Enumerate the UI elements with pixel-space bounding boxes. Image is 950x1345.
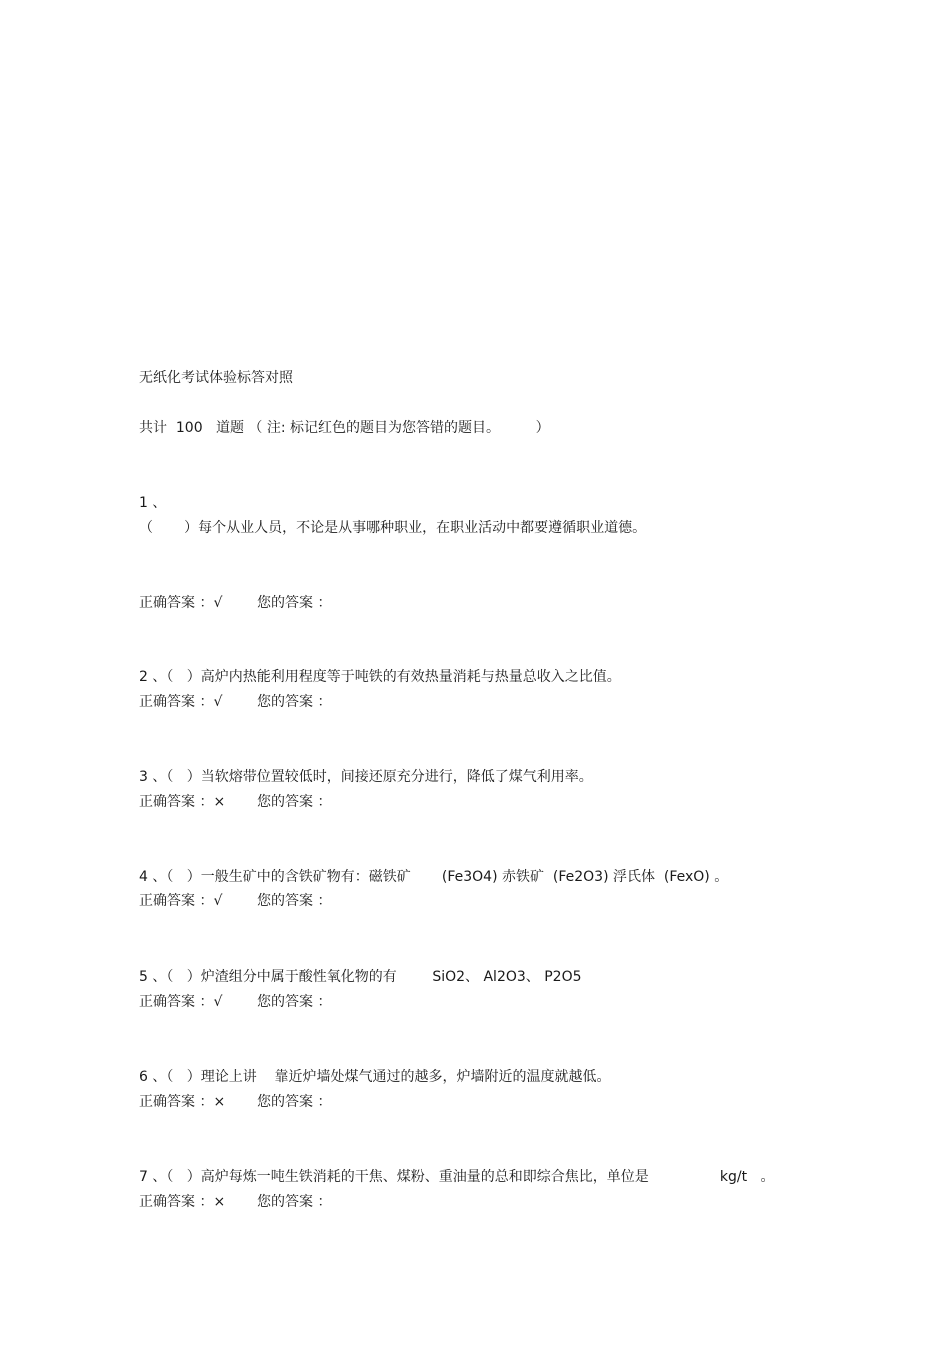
correct-answer-label: 正确答案 [139, 1094, 195, 1110]
question-number: 5 、（ ） [139, 969, 201, 985]
page-title: 无纸化考试体验标答对照 [139, 370, 293, 386]
question-line [139, 668, 621, 686]
question-number: 2 、（ ） [139, 669, 201, 685]
your-answer-label: 您的答案 [257, 994, 313, 1010]
question-number: 1 、 [139, 495, 167, 511]
correct-answer-value: √ [213, 994, 223, 1010]
question-number: 7 、（ ） [139, 1169, 201, 1185]
question-number: 3 、（ ） [139, 769, 201, 785]
answer-line: 正确答案 ：√ 您的答案 ： [139, 994, 332, 1010]
correct-answer-value: × [213, 794, 226, 810]
correct-answer-label: 正确答案 [139, 994, 195, 1010]
answer-line: 正确答案 ：× 您的答案 ： [139, 1094, 332, 1110]
correct-answer-value: × [213, 1094, 226, 1110]
question-text: 炉渣组分中属于酸性氧化物的有 SiO2、 Al2O3、 P2O5 [200, 969, 582, 985]
question-text: 理论上讲 靠近炉墙处煤气通过的越多，炉墙附近的温度就越低。 [200, 1069, 611, 1085]
answer-line: 正确答案 ：√ 您的答案 ： [139, 893, 332, 909]
question-text: 当软熔带位置较低时，间接还原充分进行，降低了煤气利用率。 [200, 769, 593, 785]
answer-line: 正确答案 ：√ 您的答案 ： [139, 694, 332, 710]
question-line [139, 768, 593, 786]
answer-line: 正确答案 ：× 您的答案 ： [139, 1194, 332, 1210]
correct-answer-label: 正确答案 [139, 1194, 195, 1210]
question-text: 高炉内热能利用程度等于吨铁的有效热量消耗与热量总收入之比值。 [200, 669, 621, 685]
correct-answer-value: × [213, 1194, 226, 1210]
question-line [139, 1068, 611, 1086]
your-answer-label: 您的答案 [257, 1194, 313, 1210]
your-answer-label: 您的答案 [257, 1094, 313, 1110]
question-line [139, 868, 728, 886]
question-line [139, 968, 582, 986]
your-answer-label: 您的答案 [257, 595, 313, 611]
question-number: 4 、（ ） [139, 869, 201, 885]
correct-answer-value: √ [213, 694, 223, 710]
your-answer-label: 您的答案 [257, 694, 313, 710]
question-text: 高炉每炼一吨生铁消耗的干焦、煤粉、重油量的总和即综合焦比，单位是 kg/t 。 [200, 1169, 775, 1185]
correct-answer-label: 正确答案 [139, 694, 195, 710]
your-answer-label: 您的答案 [257, 794, 313, 810]
your-answer-label: 您的答案 [257, 893, 313, 909]
correct-answer-label: 正确答案 [139, 595, 195, 611]
question-text: （ ）每个从业人员，不论是从事哪种职业，在职业活动中都要遵循职业道德。 [139, 520, 647, 536]
correct-answer-label: 正确答案 [139, 794, 195, 810]
question-number: 6 、（ ） [139, 1069, 201, 1085]
correct-answer-value: √ [213, 893, 223, 909]
question-text: 一般生矿中的含铁矿物有：磁铁矿 (Fe3O4) 赤铁矿 (Fe2O3) 浮氏体 (FexO) 。 [200, 869, 729, 885]
correct-answer-label: 正确答案 [139, 893, 195, 909]
answer-line: 正确答案 ：√ 您的答案 ： [139, 595, 332, 611]
question-line [139, 1168, 774, 1186]
exam-summary: 共计 100 道题 （ 注: 标记红色的题目为您答错的题目。 ） [139, 420, 550, 436]
correct-answer-value: √ [213, 595, 223, 611]
answer-line: 正确答案 ：× 您的答案 ： [139, 794, 332, 810]
